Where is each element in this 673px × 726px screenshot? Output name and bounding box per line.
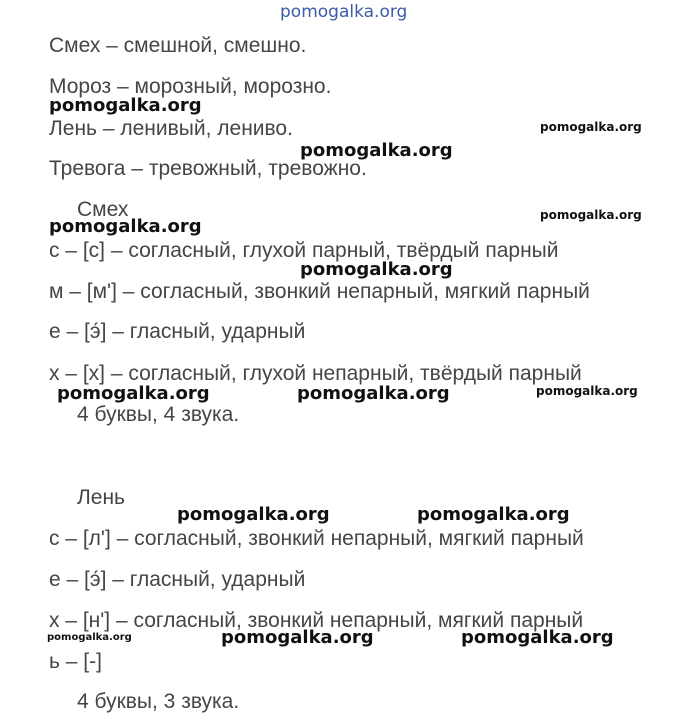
- watermark: pomogalka.org: [300, 140, 453, 161]
- word2-summary: 4 буквы, 3 звука.: [77, 690, 240, 713]
- watermark: pomogalka.org: [177, 504, 330, 525]
- watermark: pomogalka.org: [540, 120, 642, 134]
- watermark: pomogalka.org: [536, 384, 638, 398]
- word1-letter-h: х – [х] – согласный, глухой непарный, твёрдый парный: [49, 362, 582, 385]
- word1-title: Смех: [77, 198, 129, 221]
- text-line-len: Лень – ленивый, лениво.: [49, 117, 293, 140]
- watermark: pomogalka.org: [461, 627, 614, 648]
- word2-soft-sign: ь – [-]: [49, 650, 102, 673]
- word2-letter-e: е – [э́] – гласный, ударный: [49, 568, 306, 591]
- watermark: pomogalka.org: [221, 627, 374, 648]
- watermark: pomogalka.org: [300, 259, 453, 280]
- word1-letter-e: е – [э́] – гласный, ударный: [49, 320, 306, 343]
- word2-letter-n: х – [н'] – согласный, звонкий непарный, мягкий парный: [49, 609, 584, 632]
- watermark: pomogalka.org: [49, 216, 202, 237]
- watermark: pomogalka.org: [57, 383, 210, 404]
- watermark: pomogalka.org: [417, 504, 570, 525]
- word1-letter-s: с – [с] – согласный, глухой парный, твёрдый парный: [49, 239, 559, 262]
- watermark: pomogalka.org: [297, 383, 450, 404]
- text-line-smeh: Смех – смешной, смешно.: [49, 34, 307, 57]
- word2-letter-l: с – [л'] – согласный, звонкий непарный, мягкий парный: [49, 527, 584, 550]
- watermark: pomogalka.org: [49, 95, 202, 116]
- word2-title: Лень: [77, 486, 125, 509]
- text-line-moroz: Мороз – морозный, морозно.: [49, 75, 332, 98]
- word1-letter-m: м – [м'] – согласный, звонкий непарный, мягкий парный: [49, 280, 590, 303]
- watermark: pomogalka.org: [47, 632, 132, 643]
- watermark: pomogalka.org: [540, 208, 642, 222]
- word1-summary: 4 буквы, 4 звука.: [77, 403, 240, 426]
- watermark-top: pomogalka.org: [280, 2, 408, 22]
- text-line-trevoga: Тревога – тревожный, тревожно.: [49, 157, 367, 180]
